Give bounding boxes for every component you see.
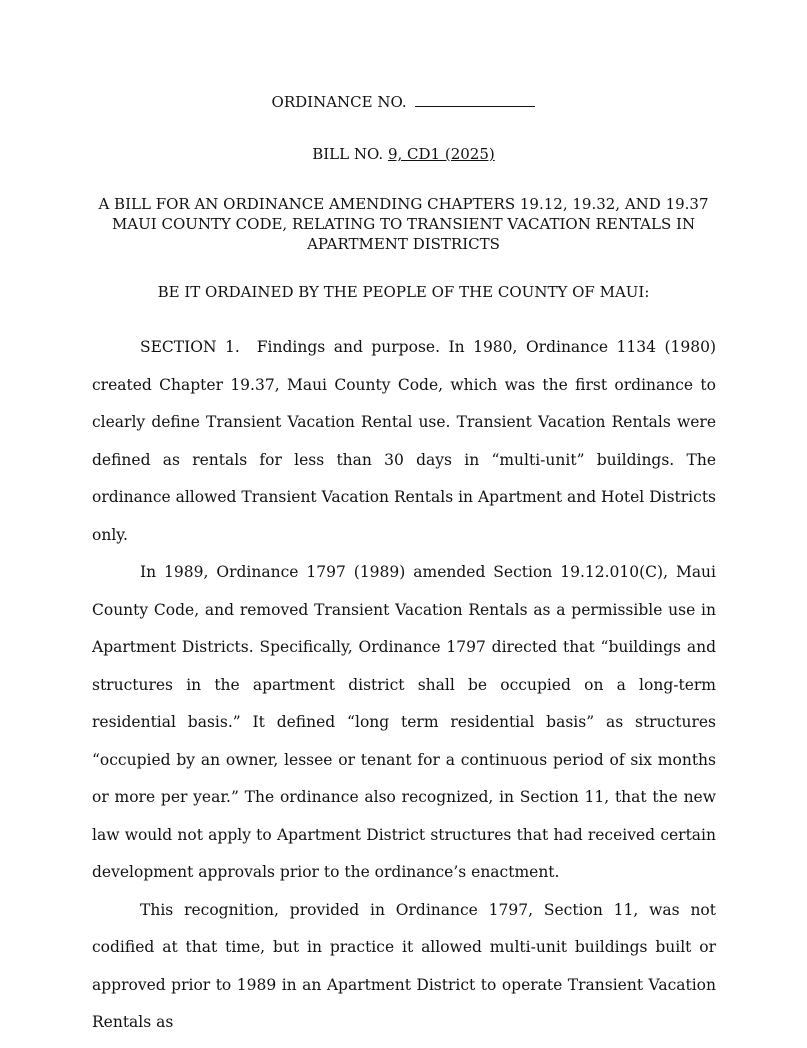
- bill-title-line-1: A BILL FOR AN ORDINANCE AMENDING CHAPTERS 19.12, 19.32, AND 19.37: [98, 195, 709, 213]
- bill-number-line: [0, 144, 807, 164]
- body-text: [92, 329, 716, 1042]
- section-1-paragraph: SECTION 1. Findings and purpose. In 1980, Ordinance 1134 (1980) created Chapter 19.37, Maui County Code, which was the first ordinance to clearly define Transient Vacation Rental use. Transient Vacation Rentals were defined as rentals for less than 30 days in “multi-unit” buildings. The ordinance allowed Transient Vacation Rentals in Apartment and Hotel Districts only.: [92, 338, 716, 544]
- body-paragraph-3: This recognition, provided in Ordinance 1797, Section 11, was not codified at that time, but in practice it allowed multi-unit buildings built or approved prior to 1989 in an Apartment District to operate Transient Vacation Rentals as: [92, 900, 716, 1031]
- ordinance-number-blank: [415, 92, 535, 107]
- ordinance-number-line: [0, 92, 807, 112]
- enacting-clause: BE IT ORDAINED BY THE PEOPLE OF THE COUNTY OF MAUI:: [157, 283, 650, 301]
- ordinance-label: ORDINANCE NO.: [271, 93, 407, 111]
- bill-number: 9, CD1 (2025): [387, 145, 495, 163]
- bill-title: [90, 194, 717, 254]
- bill-title-line-2: MAUI COUNTY CODE, RELATING TO TRANSIENT VACATION RENTALS IN: [111, 215, 696, 233]
- bill-label: BILL NO.: [312, 145, 384, 163]
- bill-title-line-3: APARTMENT DISTRICTS: [307, 235, 500, 253]
- body-paragraph-2: In 1989, Ordinance 1797 (1989) amended Section 19.12.010(C), Maui County Code, and removed Transient Vacation Rentals as a permissible use in Apartment Districts. Specifically, Ordinance 1797 directed that “buildings and structures in the apartment district shall be occupied on a long-term residential basis.” It defined “long term residential basis” as structures “occupied by an owner, lessee or tenant for a continuous period of six months or more per year.” The ordinance also recognized, in Section 11, that the new law would not apply to Apartment District structures that had received certain development approvals prior to the ordinance’s enactment.: [92, 563, 716, 881]
